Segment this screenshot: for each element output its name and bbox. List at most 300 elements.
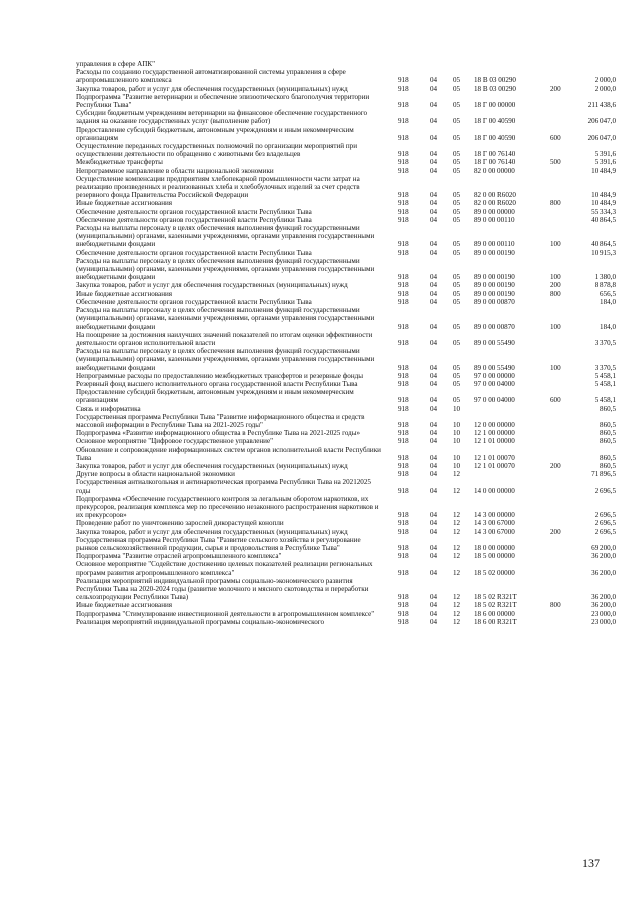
- amount: 10 484,9: [591, 191, 616, 200]
- department-code: 918: [398, 470, 409, 479]
- target-article-code: 89 0 00 00000: [474, 207, 515, 216]
- row-name: Расходы на выплаты персоналу в целях обеспечения выполнения функций государственными (муниципальными) органами, казенными учреждениями, органами управления государственными внебюджетными фондами: [76, 347, 375, 372]
- table-row: [76, 60, 616, 68]
- subsection-code: 05: [453, 133, 461, 142]
- table-row: [76, 281, 616, 289]
- expense-type-code: 100: [550, 322, 561, 331]
- amount: 71 896,5: [591, 470, 616, 479]
- amount: 36 200,0: [591, 593, 616, 602]
- section-code: 04: [430, 396, 438, 405]
- section-code: 04: [430, 76, 438, 85]
- target-article-code: 18 В 03 00290: [474, 76, 516, 85]
- table-row: [76, 552, 616, 560]
- subsection-code: 12: [453, 593, 461, 602]
- row-name: Проведение работ по уничтожению зарослей дикорастущей конопли: [76, 519, 284, 528]
- subsection-code: 10: [453, 461, 461, 470]
- subsection-code: 12: [453, 601, 461, 610]
- table-row: [76, 478, 616, 494]
- amount: 69 200,0: [591, 543, 616, 552]
- amount: 5 391,6: [594, 150, 616, 159]
- subsection-code: 10: [453, 429, 461, 438]
- table-row: [76, 577, 616, 602]
- amount: 2 696,5: [594, 486, 616, 495]
- row-name: Государственная программа Республики Тыва "Развитие сельского хозяйства и регулирование рынков сельскохозяйственной продукции, сырья и продовольствия в Республике Тыва": [76, 535, 361, 552]
- row-name: На поощрение за достижения наилучших значений показателей по итогам оценки эффективности деятельности органов исполнительной власти: [76, 330, 373, 347]
- expense-type-code: 800: [550, 601, 561, 610]
- expense-type-code: 100: [550, 240, 561, 249]
- target-article-code: 12 1 01 00070: [474, 461, 515, 470]
- subsection-code: 12: [453, 552, 461, 561]
- section-code: 04: [430, 568, 438, 577]
- amount: 8 878,8: [594, 281, 616, 290]
- table-row: [76, 199, 616, 207]
- department-code: 918: [398, 617, 409, 626]
- expense-type-code: 800: [550, 199, 561, 208]
- target-article-code: 14 3 00 00000: [474, 511, 515, 520]
- section-code: 04: [430, 453, 438, 462]
- row-name: Осуществление компенсации предприятиям хлебопекарной промышленности части затрат на реализацию произведенных и реализованных хлеба и хлебобулочных изделий за счет средств резервного фонда Правительства Российской Федерации: [76, 174, 360, 200]
- department-code: 918: [398, 437, 409, 446]
- table-row: [76, 536, 616, 552]
- target-article-code: 89 0 00 00190: [474, 281, 515, 290]
- department-code: 918: [398, 297, 409, 306]
- amount: 36 200,0: [591, 568, 616, 577]
- section-code: 04: [430, 543, 438, 552]
- subsection-code: 05: [453, 150, 461, 159]
- row-name: Подпрограмма "Стимулирование инвестиционной деятельности в агропромышленном комплексе": [76, 609, 375, 618]
- row-name: Расходы на выплаты персоналу в целях обеспечения выполнения функций государственными (муниципальными) органами, казенными учреждениями, органами управления государственными внебюджетными фондами: [76, 256, 375, 282]
- target-article-code: 18 Г 00 76140: [474, 150, 516, 159]
- table-row: [76, 528, 616, 536]
- table-row: [76, 142, 616, 158]
- row-name: Расходы на выплаты персоналу в целях обеспечения выполнения функций государственными (муниципальными) органами, казенными учреждениями, органами управления государственными внебюджетными фондами: [76, 224, 375, 249]
- subsection-code: 12: [453, 470, 461, 479]
- subsection-code: 12: [453, 519, 461, 528]
- section-code: 04: [430, 404, 438, 413]
- amount: 10 484,9: [591, 166, 616, 175]
- target-article-code: 18 6 00 R321T: [474, 617, 517, 626]
- target-article-code: 89 0 00 00190: [474, 289, 515, 298]
- row-name: Закупка товаров, работ и услуг для обеспечения государственных (муниципальных) нужд: [76, 527, 348, 536]
- expense-type-code: 100: [550, 273, 561, 282]
- page-number: 137: [582, 856, 600, 870]
- target-article-code: 97 0 00 04000: [474, 379, 515, 388]
- target-article-code: 14 3 00 67000: [474, 527, 515, 536]
- department-code: 918: [398, 289, 409, 298]
- amount: 5 458,1: [594, 379, 616, 388]
- table-row: [76, 208, 616, 216]
- department-code: 918: [398, 420, 409, 429]
- table-row: [76, 380, 616, 388]
- amount: 860,5: [600, 420, 616, 429]
- target-article-code: 82 0 00 R6020: [474, 191, 516, 200]
- amount: 860,5: [600, 453, 616, 462]
- target-article-code: 12 1 00 00000: [474, 429, 515, 438]
- target-article-code: 18 В 03 00290: [474, 84, 516, 93]
- section-code: 04: [430, 322, 438, 331]
- department-code: 918: [398, 568, 409, 577]
- section-code: 04: [430, 248, 438, 257]
- section-code: 04: [430, 191, 438, 200]
- department-code: 918: [398, 527, 409, 536]
- section-code: 04: [430, 363, 438, 372]
- table-row: [76, 347, 616, 372]
- table-row: [76, 93, 616, 109]
- target-article-code: 82 0 00 00000: [474, 166, 515, 175]
- table-row: [76, 462, 616, 470]
- subsection-code: 10: [453, 453, 461, 462]
- target-article-code: 18 5 02 R321T: [474, 601, 517, 610]
- department-code: 918: [398, 429, 409, 438]
- table-row: [76, 429, 616, 437]
- table-row: [76, 85, 616, 93]
- target-article-code: 12 0 00 00000: [474, 420, 515, 429]
- table-row: [76, 224, 616, 249]
- subsection-code: 05: [453, 297, 461, 306]
- department-code: 918: [398, 453, 409, 462]
- row-name: Обеспечение деятельности органов государственной власти Республики Тыва: [76, 248, 312, 257]
- amount: 55 334,3: [591, 207, 616, 216]
- section-code: 04: [430, 379, 438, 388]
- subsection-code: 05: [453, 158, 461, 167]
- department-code: 918: [398, 322, 409, 331]
- department-code: 918: [398, 338, 409, 347]
- row-name: Расходы на выплаты персоналу в целях обеспечения выполнения функций государственными (муниципальными) органами, казенными учреждениями, органами управления государственными внебюджетными фондами: [76, 306, 375, 331]
- amount: 5 458,1: [594, 371, 616, 380]
- row-name: Закупка товаров, работ и услуг для обеспечения государственных (муниципальных) нужд: [76, 84, 348, 93]
- amount: 3 370,5: [594, 363, 616, 372]
- department-code: 918: [398, 601, 409, 610]
- subsection-code: 05: [453, 191, 461, 200]
- target-article-code: 89 0 00 00110: [474, 215, 515, 224]
- table-row: [76, 446, 616, 462]
- section-code: 04: [430, 371, 438, 380]
- amount: 3 370,5: [594, 338, 616, 347]
- subsection-code: 05: [453, 379, 461, 388]
- row-name: Реализация мероприятий индивидуальной программы социально-экономического развития Республики Тыва на 2020-2024 годы (развитие молочного и мясного скотоводства и переработки сельхозпродукции Республики Тыва): [76, 576, 369, 602]
- table-row: [76, 68, 616, 84]
- section-code: 04: [430, 486, 438, 495]
- row-name: Межбюджетные трансферты: [76, 158, 163, 167]
- target-article-code: 89 0 00 00870: [474, 297, 515, 306]
- department-code: 918: [398, 396, 409, 405]
- subsection-code: 05: [453, 76, 461, 85]
- target-article-code: 18 5 02 R321T: [474, 593, 517, 602]
- department-code: 918: [398, 404, 409, 413]
- subsection-code: 05: [453, 371, 461, 380]
- department-code: 918: [398, 199, 409, 208]
- amount: 23 000,0: [591, 617, 616, 626]
- amount: 184,0: [600, 297, 616, 306]
- amount: 206 047,0: [587, 117, 616, 126]
- target-article-code: 18 Г 00 00000: [474, 101, 516, 110]
- target-article-code: 82 0 00 R6020: [474, 199, 516, 208]
- amount: 860,5: [600, 461, 616, 470]
- row-name: Основное мероприятие "Цифровое государственное управление": [76, 437, 274, 446]
- budget-table: [76, 60, 616, 626]
- amount: 40 864,5: [591, 240, 616, 249]
- section-code: 04: [430, 158, 438, 167]
- section-code: 04: [430, 519, 438, 528]
- target-article-code: 18 Г 00 76140: [474, 158, 516, 167]
- section-code: 04: [430, 281, 438, 290]
- department-code: 918: [398, 191, 409, 200]
- row-name: Обновление и сопровождение информационных систем органов исполнительной власти Республики Тыва: [76, 445, 381, 462]
- section-code: 04: [430, 289, 438, 298]
- amount: 36 200,0: [591, 552, 616, 561]
- section-code: 04: [430, 150, 438, 159]
- subsection-code: 12: [453, 511, 461, 520]
- section-code: 04: [430, 240, 438, 249]
- target-article-code: 89 0 00 00190: [474, 248, 515, 257]
- amount: 10 484,9: [591, 199, 616, 208]
- row-name: Закупка товаров, работ и услуг для обеспечения государственных (муниципальных) нужд: [76, 461, 348, 470]
- amount: 2 000,0: [594, 84, 616, 93]
- amount: 5 458,1: [594, 396, 616, 405]
- table-row: [76, 372, 616, 380]
- target-article-code: 89 0 00 55490: [474, 363, 515, 372]
- section-code: 04: [430, 215, 438, 224]
- department-code: 918: [398, 281, 409, 290]
- amount: 5 391,6: [594, 158, 616, 167]
- table-row: [76, 519, 616, 527]
- department-code: 918: [398, 511, 409, 520]
- row-name: Подпрограмма «Обеспечение государственного контроля за легальным оборотом наркотиков, их прекурсоров, реализация комплекса мер по пресечению незаконного распространения наркотиков и их прекурсоров»: [76, 494, 379, 520]
- table-row: [76, 249, 616, 257]
- subsection-code: 05: [453, 248, 461, 257]
- expense-type-code: 600: [550, 133, 561, 142]
- subsection-code: 05: [453, 363, 461, 372]
- department-code: 918: [398, 117, 409, 126]
- row-name: Подпрограмма «Развитие информационного общества в Республике Тыва на 2021-2025 годы»: [76, 429, 361, 438]
- subsection-code: 05: [453, 289, 461, 298]
- row-name: Подпрограмма "Развитие отраслей агропромышленного комплекса": [76, 552, 282, 561]
- subsection-code: 12: [453, 543, 461, 552]
- section-code: 04: [430, 84, 438, 93]
- target-article-code: 18 Г 00 40590: [474, 133, 516, 142]
- subsection-code: 05: [453, 322, 461, 331]
- section-code: 04: [430, 593, 438, 602]
- department-code: 918: [398, 486, 409, 495]
- subsection-code: 05: [453, 281, 461, 290]
- subsection-code: 10: [453, 420, 461, 429]
- department-code: 918: [398, 461, 409, 470]
- table-row: [76, 175, 616, 200]
- amount: 2 000,0: [594, 76, 616, 85]
- subsection-code: 12: [453, 609, 461, 618]
- table-row: [76, 158, 616, 166]
- row-name: Государственная программа Республики Тыва "Развитие информационного общества и средств массовой информации в Республике Тыва на 2021-2025 годы": [76, 412, 365, 429]
- amount: 2 696,5: [594, 519, 616, 528]
- target-article-code: 97 0 00 00000: [474, 371, 515, 380]
- subsection-code: 10: [453, 404, 461, 413]
- table-row: [76, 405, 616, 413]
- department-code: 918: [398, 76, 409, 85]
- section-code: 04: [430, 101, 438, 110]
- section-code: 04: [430, 511, 438, 520]
- section-code: 04: [430, 609, 438, 618]
- row-name: Основное мероприятие "Содействие достижению целевых показателей реализации региональных программ развития агропромышленного комплекса": [76, 560, 373, 577]
- row-name: управления в сфере АПК": [76, 60, 156, 68]
- amount: 211 438,6: [587, 101, 616, 110]
- table-row: [76, 413, 616, 429]
- subsection-code: 05: [453, 338, 461, 347]
- department-code: 918: [398, 215, 409, 224]
- department-code: 918: [398, 543, 409, 552]
- subsection-code: 05: [453, 101, 461, 110]
- section-code: 04: [430, 429, 438, 438]
- section-code: 04: [430, 601, 438, 610]
- subsection-code: 12: [453, 486, 461, 495]
- section-code: 04: [430, 207, 438, 216]
- amount: 860,5: [600, 437, 616, 446]
- subsection-code: 05: [453, 215, 461, 224]
- table-row: [76, 167, 616, 175]
- section-code: 04: [430, 437, 438, 446]
- table-row: [76, 216, 616, 224]
- section-code: 04: [430, 527, 438, 536]
- section-code: 04: [430, 199, 438, 208]
- subsection-code: 05: [453, 396, 461, 405]
- amount: 2 696,5: [594, 511, 616, 520]
- subsection-code: 05: [453, 84, 461, 93]
- department-code: 918: [398, 371, 409, 380]
- target-article-code: 14 3 00 67000: [474, 519, 515, 528]
- section-code: 04: [430, 273, 438, 282]
- target-article-code: 18 5 02 00000: [474, 568, 515, 577]
- subsection-code: 05: [453, 273, 461, 282]
- target-article-code: 89 0 00 00870: [474, 322, 515, 331]
- amount: 23 000,0: [591, 609, 616, 618]
- target-article-code: 97 0 00 04000: [474, 396, 515, 405]
- section-code: 04: [430, 166, 438, 175]
- department-code: 918: [398, 101, 409, 110]
- amount: 860,5: [600, 404, 616, 413]
- row-name: Другие вопросы в области национальной экономики: [76, 470, 235, 479]
- section-code: 04: [430, 117, 438, 126]
- table-row: [76, 560, 616, 576]
- expense-type-code: 200: [550, 84, 561, 93]
- row-name: Иные бюджетные ассигнования: [76, 601, 173, 610]
- amount: 1 380,0: [594, 273, 616, 282]
- table-row: [76, 126, 616, 142]
- row-name: Связь и информатика: [76, 404, 141, 413]
- section-code: 04: [430, 420, 438, 429]
- row-name: Иные бюджетные ассигнования: [76, 199, 173, 208]
- section-code: 04: [430, 461, 438, 470]
- department-code: 918: [398, 552, 409, 561]
- department-code: 918: [398, 593, 409, 602]
- department-code: 918: [398, 133, 409, 142]
- table-row: [76, 618, 616, 626]
- target-article-code: 89 0 00 00110: [474, 240, 515, 249]
- target-article-code: 18 Г 00 40590: [474, 117, 516, 126]
- row-name: Обеспечение деятельности органов государственной власти Республики Тыва: [76, 297, 312, 306]
- section-code: 04: [430, 617, 438, 626]
- subsection-code: 12: [453, 527, 461, 536]
- department-code: 918: [398, 150, 409, 159]
- expense-type-code: 500: [550, 158, 561, 167]
- table-row: [76, 601, 616, 609]
- row-name: Предоставление субсидий бюджетным, автономным учреждениям и иным некоммерческим организациям: [76, 388, 354, 405]
- department-code: 918: [398, 207, 409, 216]
- department-code: 918: [398, 379, 409, 388]
- amount: 206 047,0: [587, 133, 616, 142]
- expense-type-code: 200: [550, 281, 561, 290]
- amount: 860,5: [600, 429, 616, 438]
- expense-type-code: 200: [550, 527, 561, 536]
- section-code: 04: [430, 470, 438, 479]
- target-article-code: 14 0 00 00000: [474, 486, 515, 495]
- table-row: [76, 290, 616, 298]
- subsection-code: 05: [453, 207, 461, 216]
- target-article-code: 12 1 01 00070: [474, 453, 515, 462]
- table-row: [76, 388, 616, 404]
- amount: 2 696,5: [594, 527, 616, 536]
- table-row: [76, 610, 616, 618]
- subsection-code: 05: [453, 240, 461, 249]
- department-code: 918: [398, 158, 409, 167]
- table-row: [76, 331, 616, 347]
- subsection-code: 05: [453, 199, 461, 208]
- subsection-code: 12: [453, 617, 461, 626]
- section-code: 04: [430, 133, 438, 142]
- row-name: Резервный фонд высшего исполнительного органа государственной власти Республики Тыва: [76, 379, 358, 388]
- subsection-code: 05: [453, 117, 461, 126]
- section-code: 04: [430, 338, 438, 347]
- department-code: 918: [398, 84, 409, 93]
- row-name: Субсидии бюджетным учреждениям ветеринарии на финансовое обеспечение государственного задания на оказание государственных услуг (выполнение работ): [76, 109, 368, 126]
- department-code: 918: [398, 240, 409, 249]
- row-name: Закупка товаров, работ и услуг для обеспечения государственных (муниципальных) нужд: [76, 281, 348, 290]
- row-name: Иные бюджетные ассигнования: [76, 289, 173, 298]
- subsection-code: 05: [453, 166, 461, 175]
- target-article-code: 89 0 00 55490: [474, 338, 515, 347]
- target-article-code: 12 1 01 00000: [474, 437, 515, 446]
- amount: 36 200,0: [591, 601, 616, 610]
- target-article-code: 18 0 00 00000: [474, 543, 515, 552]
- subsection-code: 10: [453, 437, 461, 446]
- table-row: [76, 257, 616, 282]
- row-name: Осуществление переданных государственных полномочий по организации мероприятий при осуществлении деятельности по обращению с животными без владельцев: [76, 142, 357, 159]
- expense-type-code: 100: [550, 363, 561, 372]
- department-code: 918: [398, 248, 409, 257]
- amount: 656,5: [600, 289, 616, 298]
- department-code: 918: [398, 519, 409, 528]
- table-row: [76, 306, 616, 331]
- amount: 40 864,5: [591, 215, 616, 224]
- department-code: 918: [398, 363, 409, 372]
- department-code: 918: [398, 166, 409, 175]
- row-name: Подпрограмма "Развитие ветеринарии и обеспечение эпизоотического благополучия территории Республики Тыва": [76, 92, 370, 110]
- expense-type-code: 800: [550, 289, 561, 298]
- row-name: Государственная антиалкогольная и антинаркотическая программа Республики Тыва на 20212025 годы: [76, 478, 371, 495]
- row-name: Обеспечение деятельности органов государственной власти Республики Тыва: [76, 207, 312, 216]
- row-name: Расходы по созданию государственной автоматизированной системы управления в сфере агропромышленного комплекса: [76, 68, 346, 85]
- table-row: [76, 298, 616, 306]
- row-name: Непрограммные расходы по предоставлению межбюджетных трансфертов и резервные фонды: [76, 371, 364, 380]
- row-name: Непрограммное направление в области национальной экономики: [76, 166, 274, 175]
- subsection-code: 12: [453, 568, 461, 577]
- table-row: [76, 470, 616, 478]
- amount: 10 915,3: [591, 248, 616, 257]
- section-code: 04: [430, 552, 438, 561]
- expense-type-code: 200: [550, 461, 561, 470]
- row-name: Обеспечение деятельности органов государственной власти Республики Тыва: [76, 215, 312, 224]
- section-code: 04: [430, 297, 438, 306]
- amount: 184,0: [600, 322, 616, 331]
- expense-type-code: 600: [550, 396, 561, 405]
